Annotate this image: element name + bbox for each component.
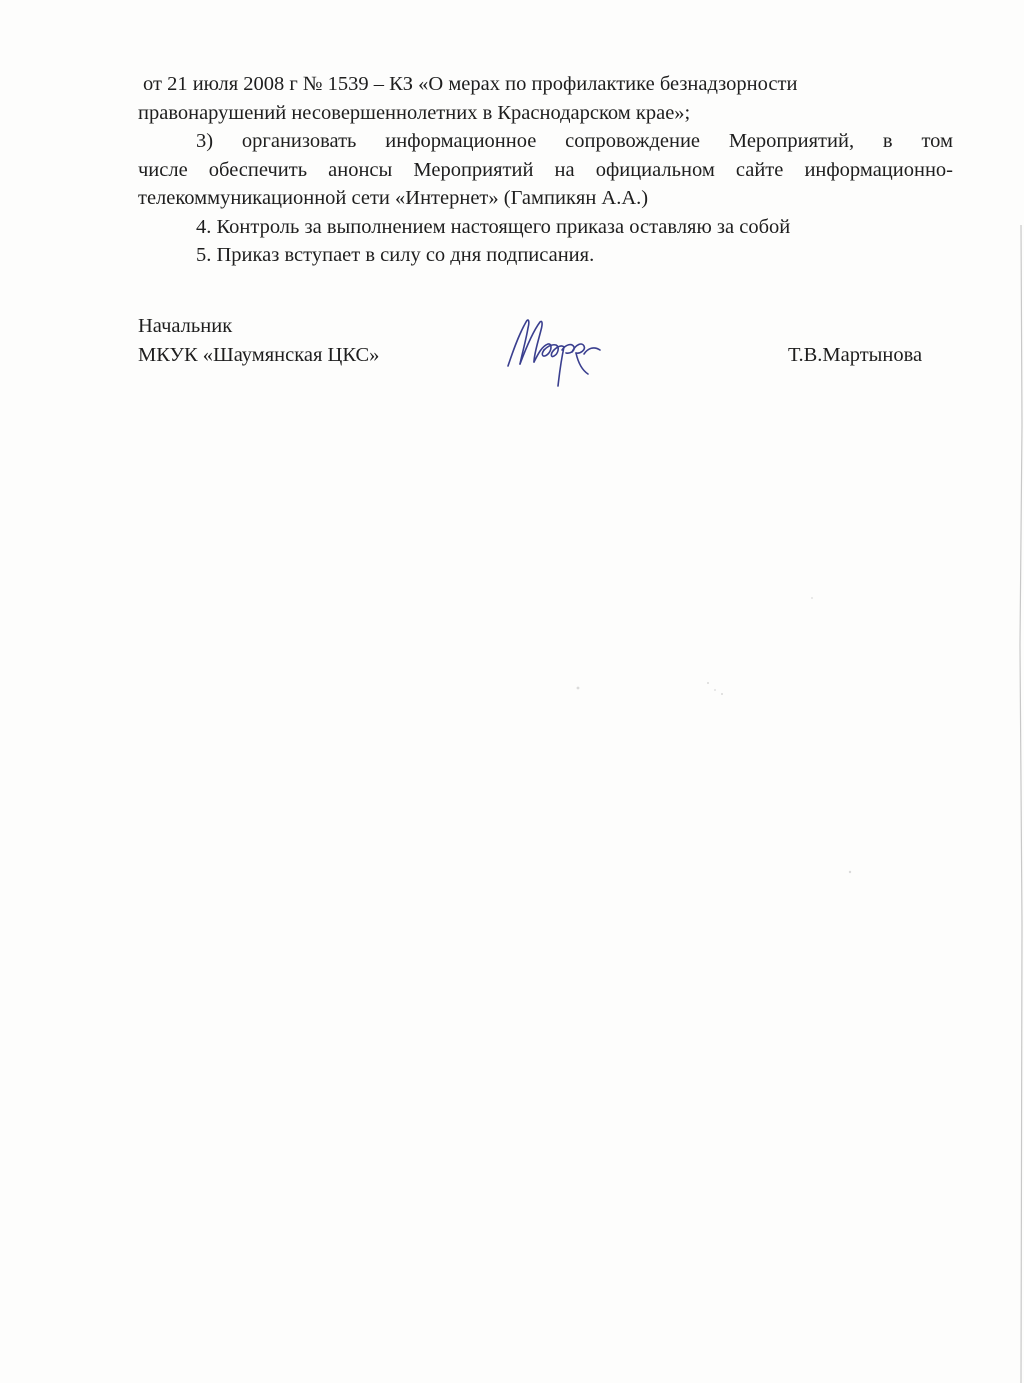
- signatory-organization: МКУК «Шаумянская ЦКС»: [138, 343, 380, 366]
- list-item-4: 4. Контроль за выполнением настоящего приказа оставляю за собой: [196, 215, 791, 238]
- handwritten-signature: [504, 314, 614, 390]
- signatory-name: Т.В.Мартынова: [788, 343, 923, 366]
- signatory-position: Начальник: [138, 315, 233, 337]
- list-item-3-line: 3) организовать информационное сопровождение Мероприятий, в том: [196, 130, 953, 152]
- signature-block: [138, 312, 953, 369]
- paragraph-line: правонарушений несовершеннолетних в Краснодарском крае»;: [138, 101, 691, 124]
- list-item-5: 5. Приказ вступает в силу со дня подписания.: [196, 244, 595, 266]
- body-text: [138, 70, 953, 270]
- list-item-3-line: телекоммуникационной сети «Интернет» (Гампикян А.А.): [138, 187, 649, 209]
- scan-edge-shadow: [1012, 225, 1024, 1383]
- list-item-3-line: числе обеспечить анонсы Мероприятий на официальном сайте информационно-: [138, 158, 953, 181]
- paragraph-line: от 21 июля 2008 г № 1539 – КЗ «О мерах по профилактике безнадзорности: [143, 73, 798, 95]
